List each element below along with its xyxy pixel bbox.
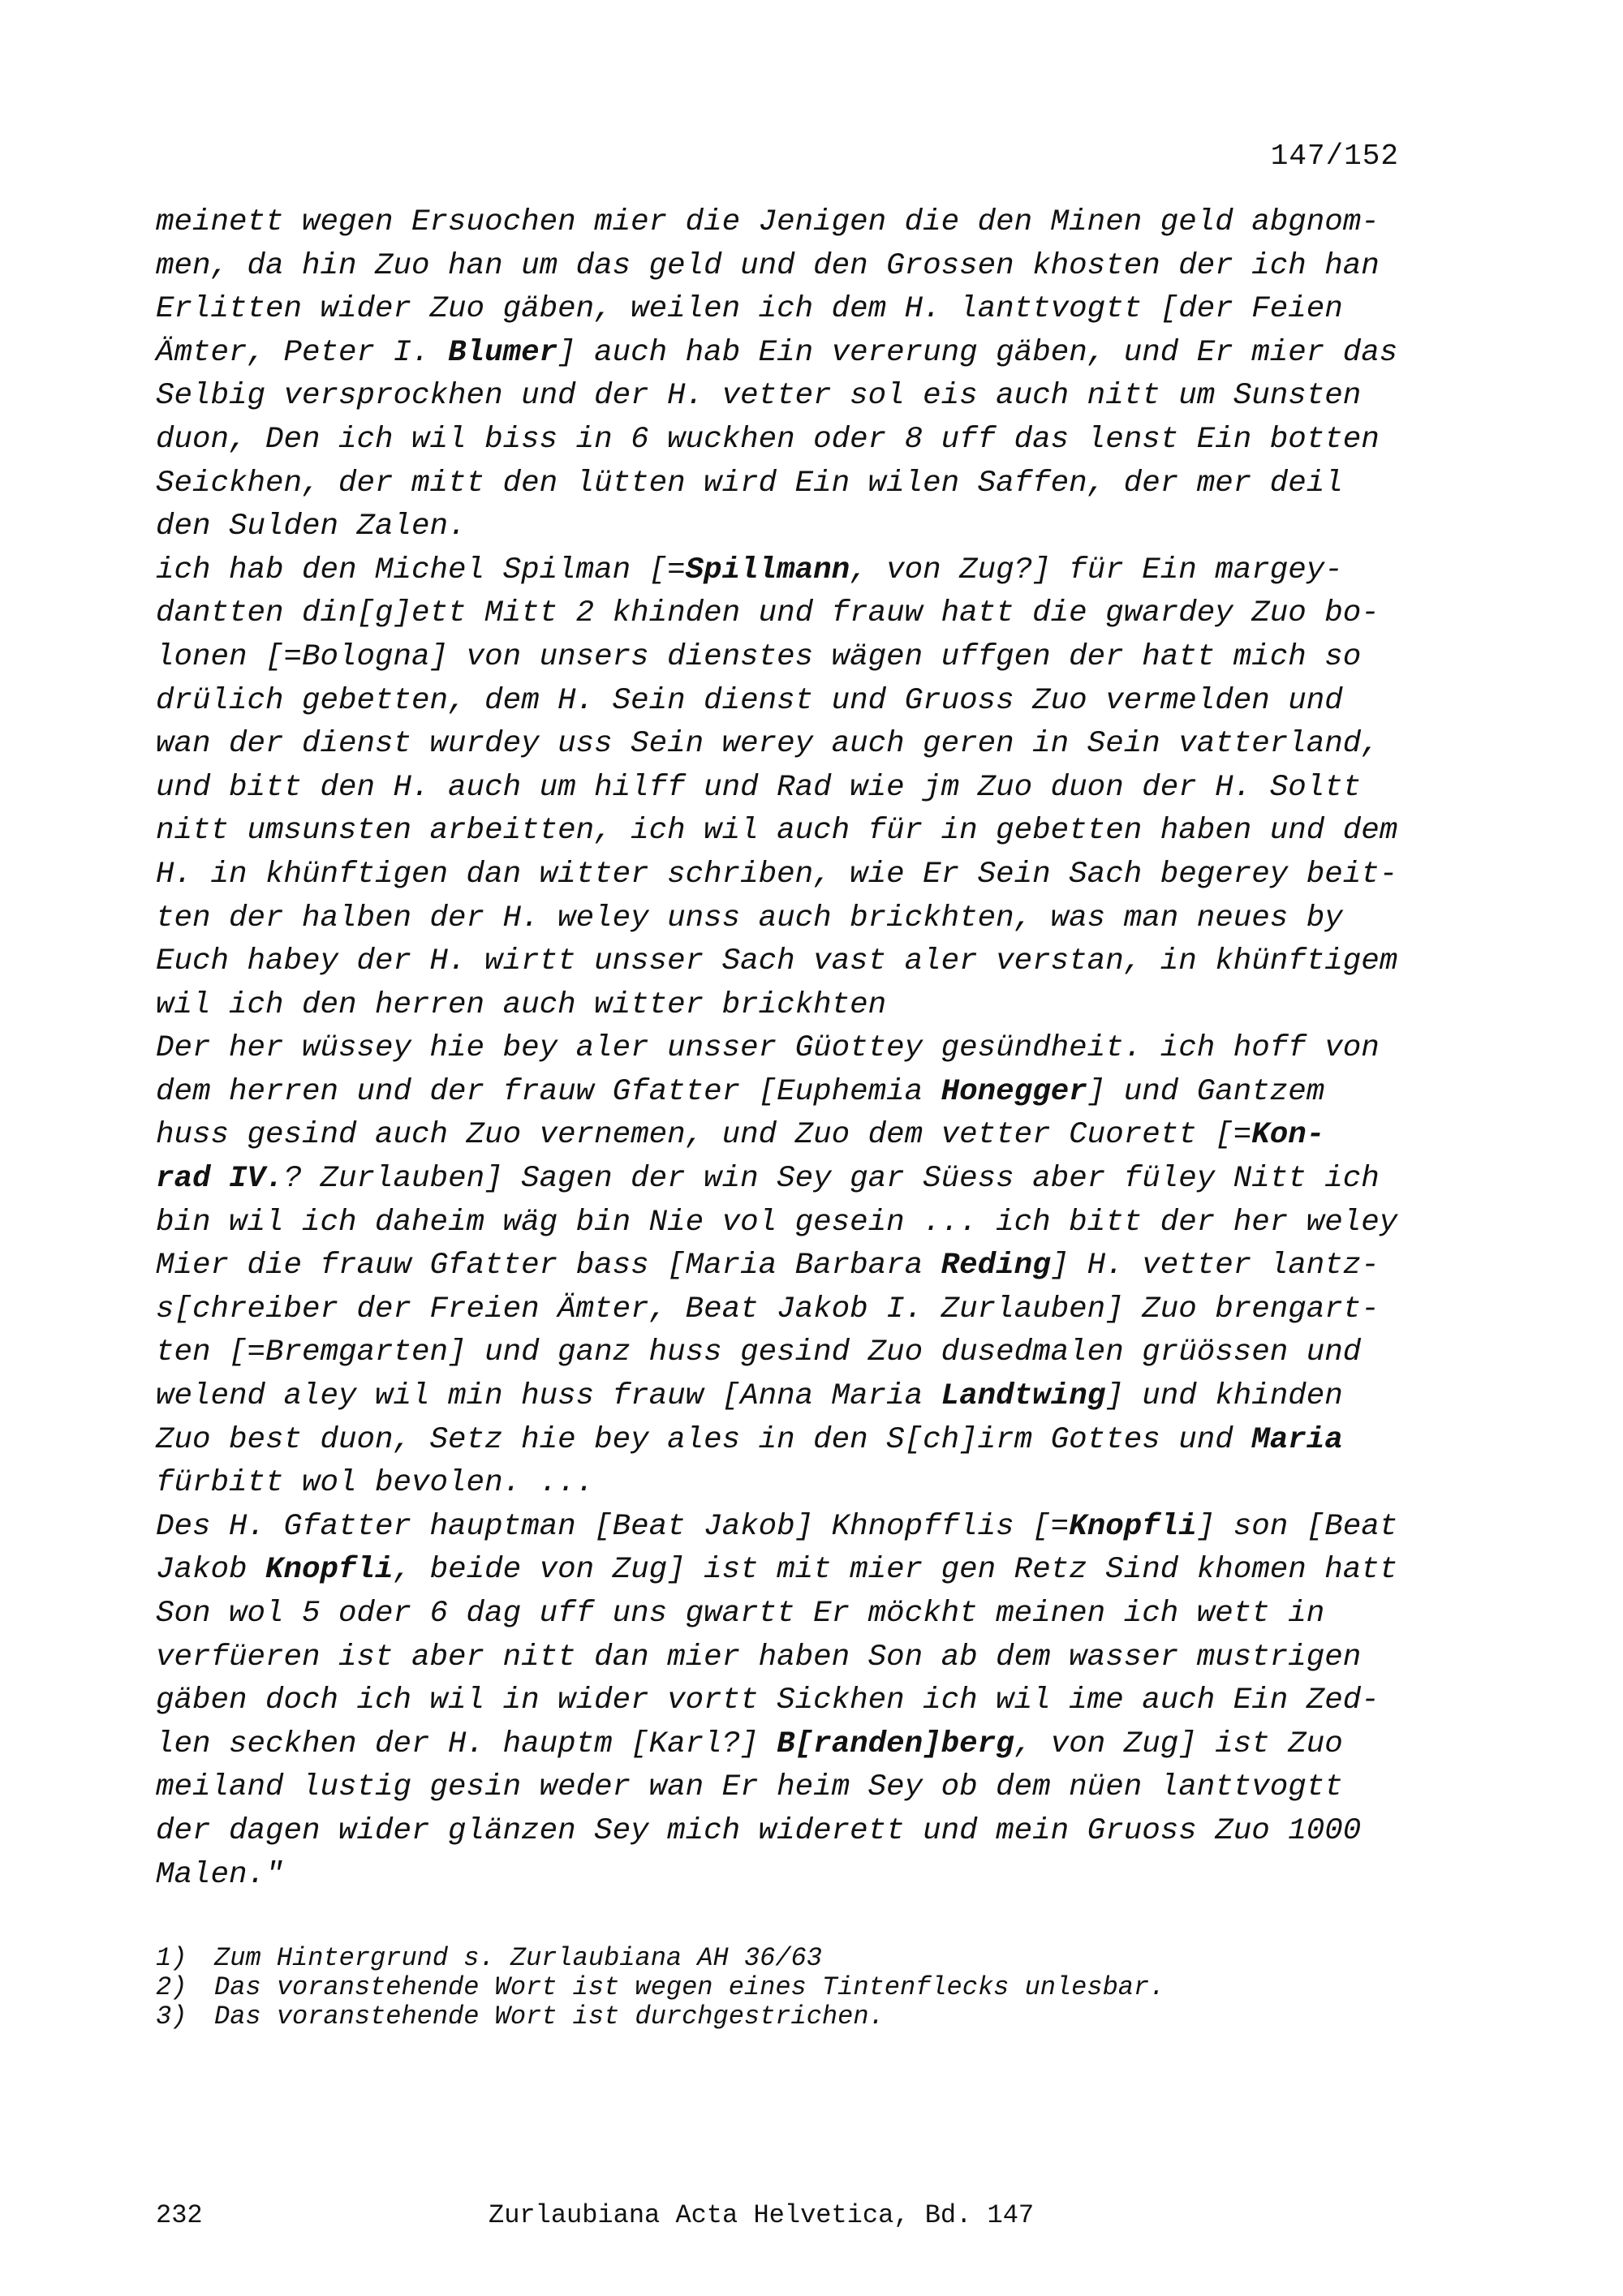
- text-segment: lonen [=Bologna] von unsers dienstes wägen uffgen der hatt mich so: [156, 639, 1362, 674]
- footnote-text: Das voranstehende Wort ist durchgestrichen.: [214, 2001, 885, 2032]
- text-line: [156, 1331, 1422, 1375]
- text-segment: wil ich den herren auch witter brickhten: [156, 987, 887, 1022]
- text-line: [156, 1766, 1422, 1810]
- text-segment: ? Zurlauben] Sagen der win Sey gar Süess aber füley Nitt ich: [283, 1162, 1380, 1197]
- text-line: [156, 1071, 1422, 1115]
- text-segment: Der her wüssey hie bey aler unsser Güottey gesündheit. ich hoff von: [156, 1031, 1380, 1066]
- text-line: [156, 549, 1422, 593]
- page-footer: [156, 2200, 1034, 2230]
- text-segment: Euch habey der H. wirtt unsser Sach vast aler verstan, in khünftigem: [156, 944, 1398, 979]
- text-segment: ] und Gantzem: [1087, 1074, 1325, 1109]
- text-segment: ten der halben der H. weley unss auch brickhten, was man neues by: [156, 901, 1343, 935]
- text-line: [156, 1419, 1422, 1463]
- footnote-number: 1): [156, 1943, 187, 1973]
- text-line: [156, 853, 1422, 897]
- text-line: [156, 1114, 1422, 1158]
- footnote-number: 2): [156, 1972, 187, 2002]
- text-segment: Zuo best duon, Setz hie bey ales in den S[ch]irm Gottes und: [156, 1422, 1252, 1457]
- text-line: [156, 680, 1422, 724]
- text-segment: Ämter, Peter I.: [156, 335, 449, 370]
- text-segment: Malen.": [156, 1857, 284, 1892]
- emphasized-name: rad IV.: [156, 1162, 284, 1197]
- text-line: [156, 1679, 1422, 1723]
- text-line: [156, 1245, 1422, 1288]
- text-segment: dantten din[g]ett Mitt 2 khinden und frauw hatt die gwardey Zuo bo-: [156, 596, 1380, 631]
- text-line: [156, 1810, 1422, 1854]
- footer-page-number: 232: [156, 2200, 203, 2230]
- text-line: [156, 245, 1422, 289]
- emphasized-name: Landtwing: [941, 1379, 1106, 1414]
- text-segment: Des H. Gfatter hauptman [Beat Jakob] Khnopfflis [=: [156, 1509, 1070, 1544]
- emphasized-name: Knopfli: [1069, 1509, 1197, 1544]
- footnote-number: 3): [156, 2001, 187, 2032]
- text-segment: ] son [Beat: [1196, 1509, 1398, 1544]
- text-line: [156, 1854, 1422, 1898]
- text-segment: huss gesind auch Zuo vernemen, und Zuo dem vetter Cuorett [=: [156, 1118, 1252, 1153]
- text-line: [156, 1549, 1422, 1593]
- emphasized-name: Maria: [1251, 1422, 1343, 1457]
- text-segment: Erlitten wider Zuo gäben, weilen ich dem H. lanttvogtt [der Feien: [156, 292, 1343, 327]
- text-segment: drülich gebetten, dem H. Sein dienst und Gruoss Zuo vermelden und: [156, 683, 1343, 718]
- footnote-text: Zum Hintergrund s. Zurlaubiana AH 36/63: [214, 1943, 822, 1973]
- text-line: [156, 1506, 1422, 1550]
- text-line: [156, 1027, 1422, 1071]
- text-line: [156, 332, 1422, 376]
- text-line: [156, 288, 1422, 332]
- text-segment: Son wol 5 oder 6 dag uff uns gwartt Er möckht meinen ich wett in: [156, 1597, 1325, 1631]
- text-segment: welend aley wil min huss frauw [Anna Maria: [156, 1379, 941, 1414]
- text-segment: , von Zug] ist Zuo: [1014, 1726, 1343, 1761]
- text-segment: ] auch hab Ein vererung gäben, und Er mier das: [558, 335, 1398, 370]
- text-segment: meiland lustig gesin weder wan Er heim Sey ob dem nüen lanttvogtt: [156, 1770, 1343, 1805]
- transcription-body: [156, 201, 1422, 1897]
- footnote: [156, 1944, 1165, 1973]
- emphasized-name: Spillmann: [685, 553, 850, 587]
- text-segment: bin wil ich daheim wäg bin Nie vol gesein ... ich bitt der her weley: [156, 1205, 1398, 1240]
- text-line: [156, 1375, 1422, 1419]
- text-line: [156, 984, 1422, 1028]
- text-line: [156, 1202, 1422, 1245]
- emphasized-name: Blumer: [448, 335, 558, 370]
- text-segment: ] und khinden: [1105, 1379, 1343, 1414]
- text-line: [156, 767, 1422, 810]
- text-segment: ] H. vetter lantz-: [1050, 1249, 1380, 1283]
- emphasized-name: Reding: [941, 1249, 1051, 1283]
- footnote: [156, 1973, 1165, 2002]
- text-line: [156, 201, 1422, 245]
- text-segment: Jakob: [156, 1553, 266, 1588]
- emphasized-name: Knopfli: [265, 1553, 394, 1588]
- text-segment: len seckhen der H. hauptm [Karl?]: [156, 1726, 777, 1761]
- text-line: [156, 462, 1422, 506]
- text-segment: den Sulden Zalen.: [156, 510, 467, 544]
- footnotes: [156, 1944, 1165, 2032]
- text-line: [156, 375, 1422, 419]
- text-line: [156, 419, 1422, 462]
- footnote-text: Das voranstehende Wort ist wegen eines Tintenflecks unlesbar.: [214, 1972, 1165, 2002]
- text-line: [156, 1636, 1422, 1680]
- text-segment: men, da hin Zuo han um das geld und den Grossen khosten der ich han: [156, 248, 1380, 283]
- page-counter: 147/152: [1270, 140, 1399, 173]
- text-line: [156, 1723, 1422, 1767]
- text-line: [156, 723, 1422, 767]
- emphasized-name: Honegger: [941, 1074, 1087, 1109]
- text-line: [156, 1288, 1422, 1332]
- text-line: [156, 940, 1422, 984]
- text-segment: Seickhen, der mitt den lütten wird Ein wilen Saffen, der mer deil: [156, 466, 1343, 501]
- emphasized-name: B[randen]berg: [777, 1726, 1014, 1761]
- emphasized-name: Kon-: [1251, 1118, 1325, 1153]
- text-segment: , beide von Zug] ist mit mier gen Retz Sind khomen hatt: [393, 1553, 1398, 1588]
- text-line: [156, 636, 1422, 680]
- text-segment: gäben doch ich wil in wider vortt Sickhen ich wil ime auch Ein Zed-: [156, 1683, 1380, 1718]
- text-segment: dem herren und der frauw Gfatter [Euphemia: [156, 1074, 941, 1109]
- text-segment: , von Zug?] für Ein margey-: [850, 553, 1343, 587]
- text-segment: H. in khünftigen dan witter schriben, wie Er Sein Sach begerey beit-: [156, 857, 1398, 892]
- text-segment: ich hab den Michel Spilman [=: [156, 553, 686, 587]
- text-line: [156, 1593, 1422, 1636]
- text-segment: meinett wegen Ersuochen mier die Jenigen die den Minen geld abgnom-: [156, 205, 1380, 239]
- text-segment: Selbig versprockhen und der H. vetter sol eis auch nitt um Sunsten: [156, 379, 1362, 414]
- text-line: [156, 897, 1422, 941]
- text-line: [156, 505, 1422, 549]
- text-line: [156, 810, 1422, 853]
- text-line: [156, 1158, 1422, 1202]
- text-segment: fürbitt wol bevolen. ...: [156, 1466, 595, 1501]
- text-segment: nitt umsunsten arbeitten, ich wil auch für in gebetten haben und dem: [156, 814, 1398, 849]
- text-segment: s[chreiber der Freien Ämter, Beat Jakob I. Zurlauben] Zuo brengart-: [156, 1292, 1380, 1326]
- text-segment: duon, Den ich wil biss in 6 wuckhen oder 8 uff das lenst Ein botten: [156, 422, 1380, 457]
- footnote: [156, 2002, 1165, 2032]
- text-segment: ten [=Bremgarten] und ganz huss gesind Zuo dusedmalen grüössen und: [156, 1335, 1362, 1370]
- text-segment: wan der dienst wurdey uss Sein werey auch geren in Sein vatterland,: [156, 727, 1380, 762]
- text-line: [156, 592, 1422, 636]
- text-segment: verfüeren ist aber nitt dan mier haben Son ab dem wasser mustrigen: [156, 1640, 1362, 1675]
- text-line: [156, 1462, 1422, 1506]
- text-segment: und bitt den H. auch um hilff und Rad wie jm Zuo duon der H. Soltt: [156, 770, 1362, 805]
- footer-publication-title: Zurlaubiana Acta Helvetica, Bd. 147: [489, 2200, 1035, 2230]
- text-segment: Mier die frauw Gfatter bass [Maria Barbara: [156, 1249, 941, 1283]
- text-segment: der dagen wider glänzen Sey mich widerett und mein Gruoss Zuo 1000: [156, 1813, 1362, 1848]
